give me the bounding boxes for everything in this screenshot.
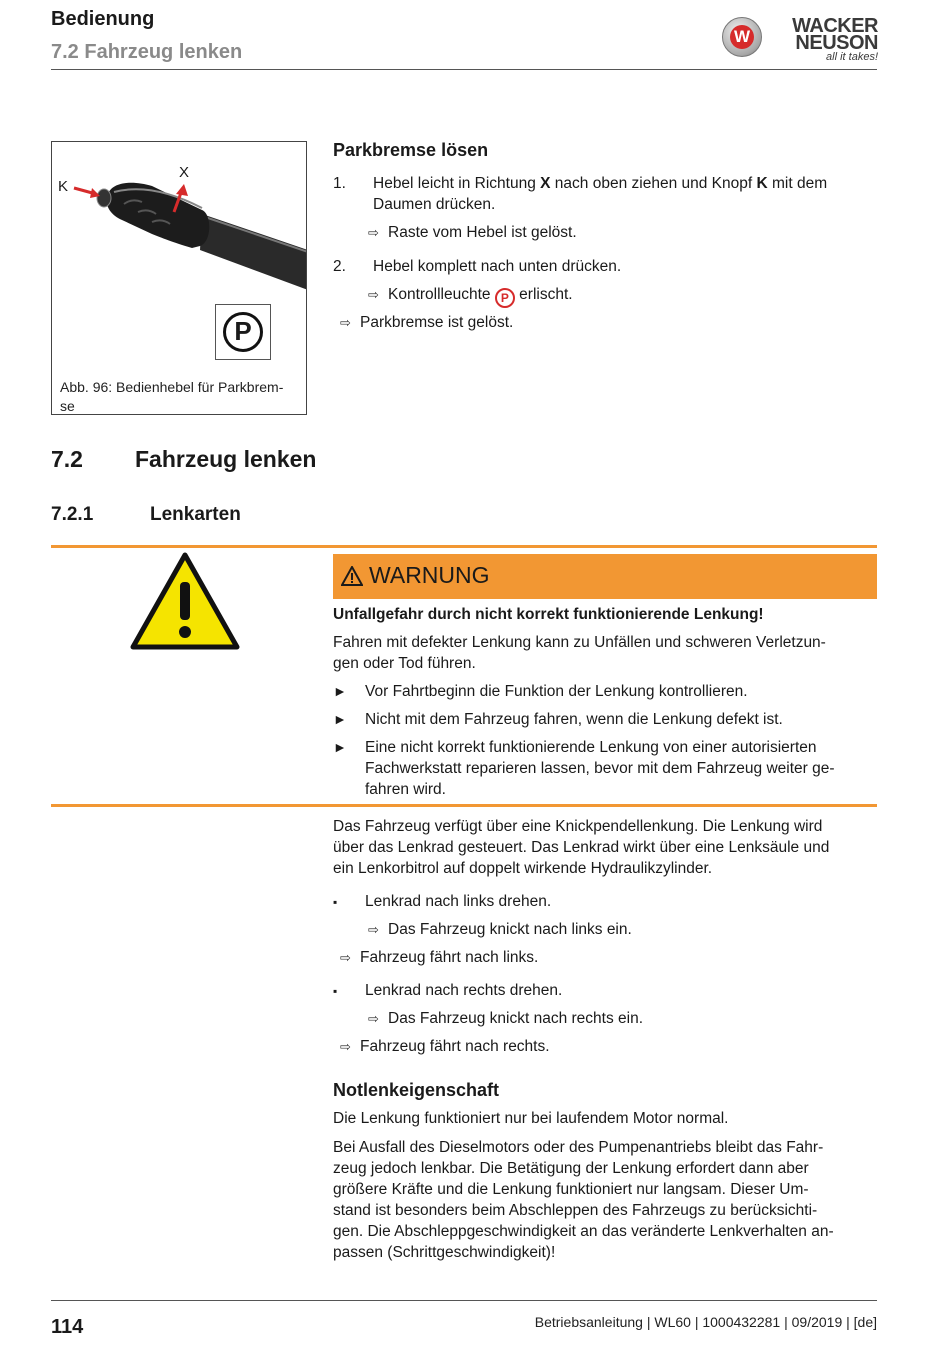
- triangle-bullet-icon: ►: [333, 739, 347, 755]
- subsection-title: Lenkarten: [150, 504, 241, 525]
- brand-logo-text: WACKER NEUSON: [792, 15, 878, 54]
- right-turn-step: ▪ Lenkrad nach rechts drehen.: [333, 980, 878, 1002]
- warning-bottom-line: [51, 804, 877, 807]
- triangle-bullet-icon: ►: [333, 711, 347, 727]
- parkbremse-final-result: ⇨ Parkbremse ist gelöst.: [340, 314, 514, 331]
- page-number: 114: [51, 1316, 84, 1338]
- section-title: Fahrzeug lenken: [135, 446, 317, 472]
- square-bullet-icon: ▪: [333, 895, 338, 909]
- right-turn-result: ⇨ Das Fahrzeug knickt nach rechts ein.: [368, 1010, 644, 1027]
- small-warning-icon: [341, 566, 363, 591]
- header-divider: [51, 69, 877, 70]
- warning-header-bar: [333, 554, 877, 599]
- triangle-bullet-icon: ►: [333, 683, 347, 699]
- figure-caption: Abb. 96: Bedienhebel für Parkbrem- se: [60, 379, 284, 414]
- notlenk-paragraph-2: Bei Ausfall des Dieselmotors oder des Pumpenantriebs bleibt das Fahr- zeug jedoch lenkbar. Die Betätigung der Lenkung erfordert dann aber größere Kräfte und die Lenkung funktioniert nur langsam. Dieser Um- stand ist besonders beim Abschleppen des Fahrzeugs zu berücksichti- gen. Die Abschleppgeschwindigkeit an das veränderte Lenkverhalten an- passen (Schrittgeschwindigkeit)!: [333, 1139, 834, 1261]
- result-arrow-icon: ⇨: [368, 225, 379, 240]
- result-arrow-icon: ⇨: [368, 287, 379, 302]
- notlenk-paragraph-1: Die Lenkung funktioniert nur bei laufendem Motor normal.: [333, 1110, 729, 1127]
- warning-body: Fahren mit defekter Lenkung kann zu Unfällen und schweren Verletzun- gen oder Tod führen.: [333, 634, 826, 672]
- footer-divider: [51, 1300, 877, 1301]
- square-bullet-icon: ▪: [333, 984, 338, 998]
- parking-warning-light-icon: P: [495, 288, 515, 308]
- parking-brake-symbol-icon: P: [215, 304, 271, 360]
- result-arrow-icon: ⇨: [340, 950, 351, 965]
- left-turn-final: ⇨ Fahrzeug fährt nach links.: [340, 949, 539, 966]
- warning-headline: Unfallgefahr durch nicht korrekt funktionierende Lenkung!: [333, 606, 764, 623]
- step-2: 2. Hebel komplett nach unten drücken.: [333, 258, 622, 275]
- warning-list-item: ► Vor Fahrtbeginn die Funktion der Lenkung kontrollieren.: [333, 683, 748, 700]
- warning-list-item: ► Nicht mit dem Fahrzeug fahren, wenn die Lenkung defekt ist.: [333, 711, 783, 728]
- lever-illustration: [52, 142, 307, 415]
- parkbremse-title: Parkbremse lösen: [333, 140, 489, 160]
- label-x: X: [179, 164, 190, 181]
- notlenk-title: Notlenkeigenschaft: [333, 1080, 500, 1100]
- warning-list-item: ► Eine nicht korrekt funktionierende Lenkung von einer autorisierten Fachwerkstatt reparieren lassen, bevor mit dem Fahrzeug weiter ge- fahren wird.: [333, 739, 835, 798]
- document-info: Betriebsanleitung | WL60 | 1000432281 | 09/2019 | [de]: [534, 1314, 877, 1330]
- result-arrow-icon: ⇨: [368, 1011, 379, 1026]
- subsection-number: 7.2.1: [51, 504, 94, 525]
- section-header-title: 7.2 Fahrzeug lenken: [51, 41, 243, 63]
- step-2-result: ⇨ Kontrollleuchte P erlischt.: [368, 284, 913, 308]
- warning-top-line: [51, 545, 877, 548]
- left-turn-step: ▪ Lenkrad nach links drehen.: [333, 891, 878, 913]
- right-turn-final: ⇨ Fahrzeug fährt nach rechts.: [340, 1038, 550, 1055]
- brand-slogan: all it takes!: [826, 51, 878, 63]
- result-arrow-icon: ⇨: [368, 922, 379, 937]
- step-1-number: 1.: [333, 175, 346, 192]
- chapter-title: Bedienung: [51, 8, 155, 30]
- figure-parking-brake-lever: [51, 141, 307, 415]
- step-1-result: ⇨ Raste vom Hebel ist gelöst.: [368, 224, 577, 241]
- wacker-neuson-logo-icon: W: [722, 17, 762, 57]
- result-arrow-icon: ⇨: [340, 1039, 351, 1054]
- label-k: K: [58, 178, 69, 195]
- steering-intro: Das Fahrzeug verfügt über eine Knickpendellenkung. Die Lenkung wird über das Lenkrad gesteuert. Das Lenkrad wirkt über eine Lenksäule und ein Lenkorbitrol auf doppelt wirkende Hydraulikzylinder.: [333, 818, 830, 877]
- step-1: 1. Hebel leicht in Richtung X nach oben ziehen und Knopf K mit dem Daumen drücken.: [333, 175, 828, 213]
- warning-triangle-icon: [130, 552, 240, 655]
- step-2-number: 2.: [333, 258, 346, 275]
- left-turn-result: ⇨ Das Fahrzeug knickt nach links ein.: [368, 921, 632, 938]
- result-arrow-icon: ⇨: [340, 315, 351, 330]
- section-number: 7.2: [51, 446, 83, 472]
- warning-label: WARNUNG: [369, 562, 490, 588]
